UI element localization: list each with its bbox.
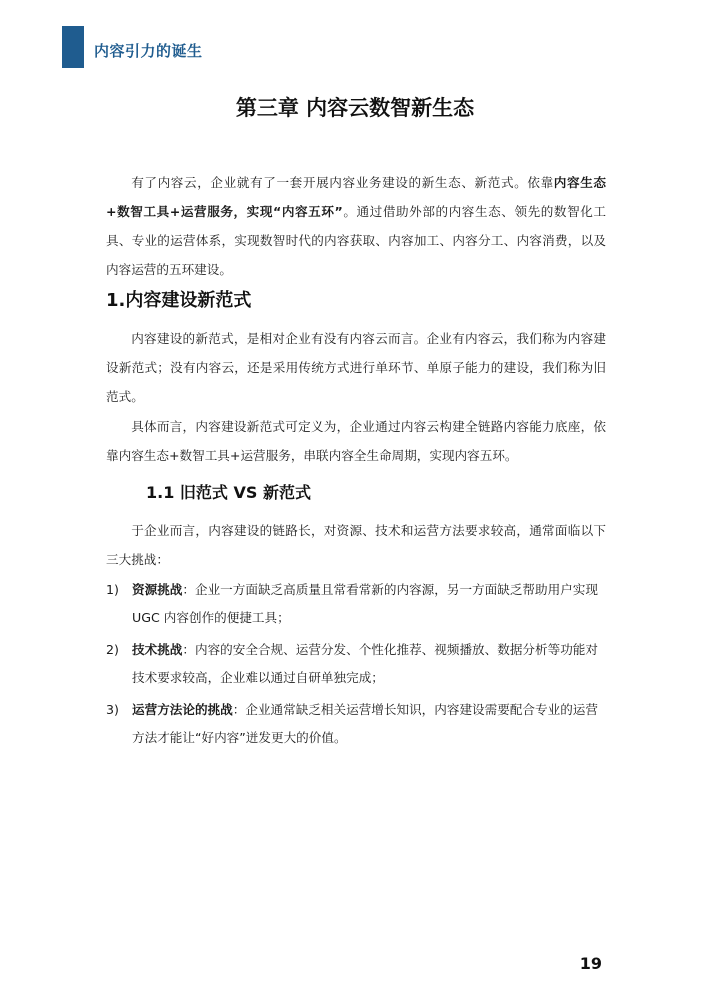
list-body	[132, 576, 610, 632]
chapter-title: 第三章 内容云数智新生态	[235, 96, 475, 120]
challenge-label: 技术挑战	[132, 642, 183, 657]
list-number: 1)	[106, 582, 119, 597]
section-heading-1-1: 1.1 旧范式 VS 新范式	[146, 483, 311, 502]
intro-paragraph	[106, 168, 606, 284]
section-heading-1: 1.内容建设新范式	[106, 290, 252, 311]
section1-1-paragraph: 于企业而言，内容建设的链路长，对资源、技术和运营方法要求较高，通常面临以下三大挑战：	[106, 523, 606, 567]
page-number: 19	[579, 954, 602, 973]
section1-paragraph-2: 具体而言，内容建设新范式可定义为，企业通过内容云构建全链路内容能力底座，依靠内容生态+数智工具+运营服务，串联内容全生命周期，实现内容五环。	[106, 419, 606, 463]
list-number: 3)	[106, 702, 119, 717]
header-accent-bar	[62, 26, 84, 68]
intro-text-1: 有了内容云，企业就有了一套开展内容业务建设的新生态、新范式。依靠	[131, 175, 554, 190]
intro-text-2: 。通过借助外部的内容生态、领先的数智化工具、专业的运营体系，实现数智时代的内容获取、内容加工、内容分工、内容消费，以及内容运营的五环建设。	[106, 204, 606, 277]
challenge-label: 资源挑战	[132, 582, 183, 597]
list-body	[132, 636, 610, 692]
list-body	[132, 696, 610, 752]
section1-paragraph-1: 内容建设的新范式，是相对企业有没有内容云而言。企业有内容云，我们称为内容建设新范式；没有内容云，还是采用传统方式进行单环节、单原子能力的建设，我们称为旧范式。	[106, 331, 606, 404]
challenge-text: ：企业通常缺乏相关运营增长知识，内容建设需要配合专业的运营方法才能让“好内容”迸发更大的价值。	[132, 702, 598, 745]
intro-bold-phrase: 内容生态+数智工具+运营服务，实现“内容五环”	[106, 175, 607, 219]
challenge-text: ：企业一方面缺乏高质量且常看常新的内容源，另一方面缺乏帮助用户实现 UGC 内容创作的便捷工具；	[132, 582, 598, 625]
challenge-label: 运营方法论的挑战	[132, 702, 233, 717]
running-header-title: 内容引力的诞生	[94, 42, 203, 60]
challenge-text: ：内容的安全合规、运营分发、个性化推荐、视频播放、数据分析等功能对技术要求较高，企业难以通过自研单独完成；	[132, 642, 598, 685]
list-number: 2)	[106, 642, 119, 657]
